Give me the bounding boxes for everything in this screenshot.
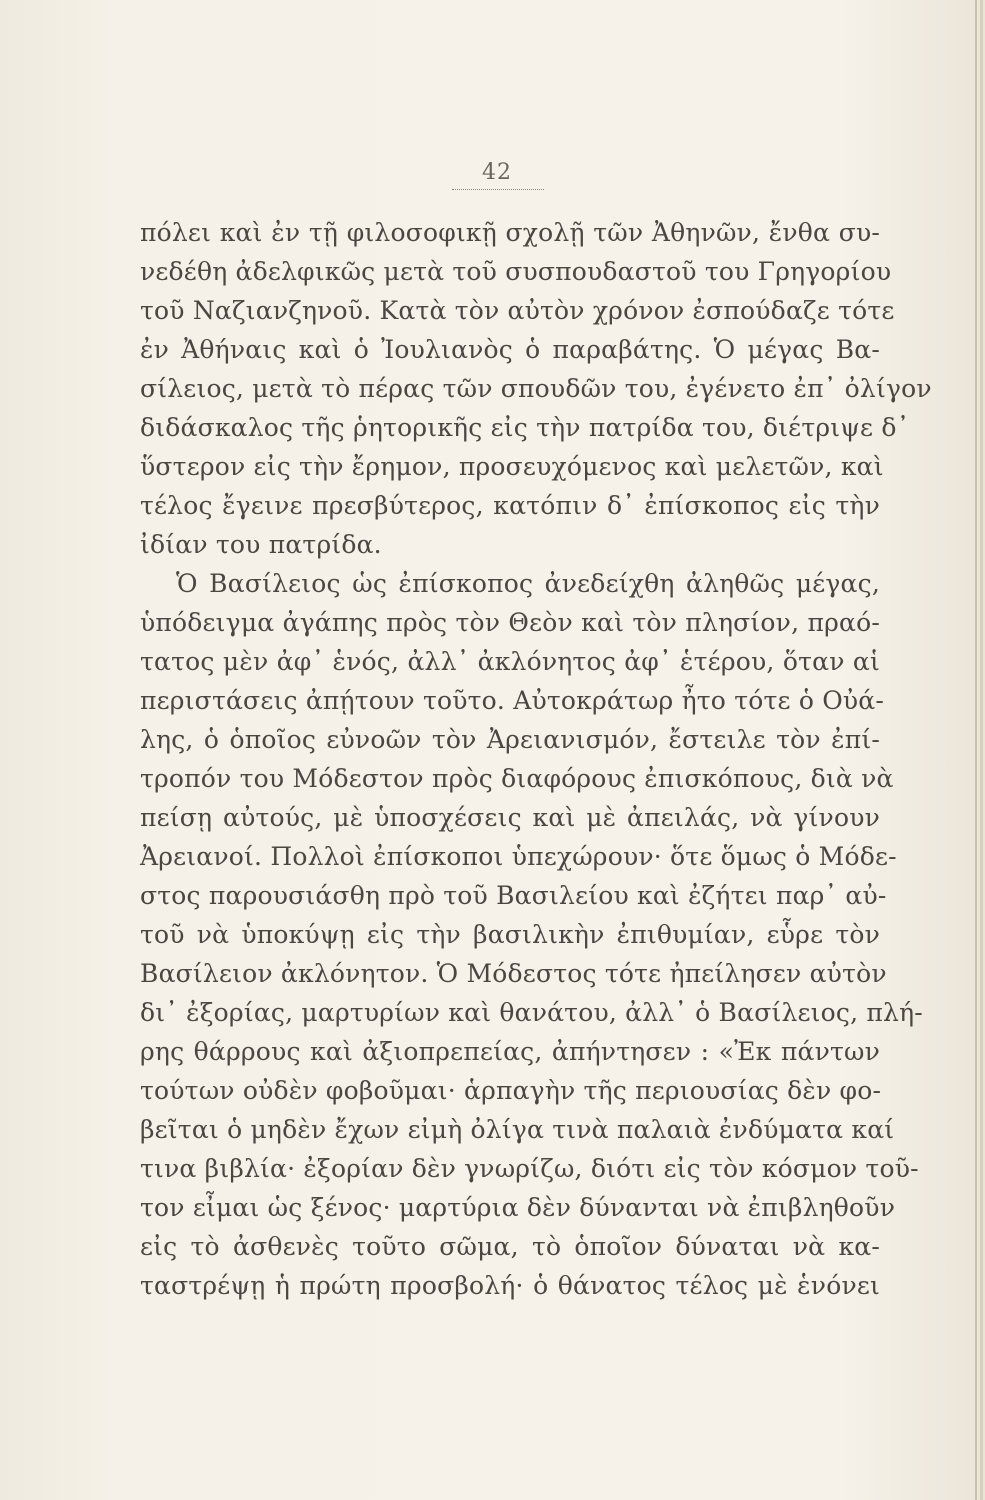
text-line: δι᾿ ἐξορίας, μαρτυρίων καὶ θανάτου, ἀλλ᾿ ὁ Βασίλειος, πλή- xyxy=(140,998,923,1027)
text-line: Βασίλειον ἀκλόνητον. Ὁ Μόδεστος τότε ἠπείλησεν αὐτὸν xyxy=(140,959,887,988)
body-text xyxy=(140,213,932,1305)
text-line: νεδέθη ἀδελφικῶς μετὰ τοῦ συσπουδαστοῦ του Γρηγορίου xyxy=(140,257,892,286)
text-line: περιστάσεις ἀπῄτουν τοῦτο. Αὐτοκράτωρ ἦτο τότε ὁ Οὐά- xyxy=(140,686,885,715)
text-line: τον εἶμαι ὡς ξένος· μαρτύρια δὲν δύνανται νὰ ἐπιβληθοῦν xyxy=(140,1193,896,1222)
text-line: διδάσκαλος τῆς ῥητορικῆς εἰς τὴν πατρίδα του, διέτριψε δ᾿ xyxy=(140,413,910,442)
page-number: 42 xyxy=(482,160,512,185)
text-line: τούτων οὐδὲν φοβοῦμαι· ἁρπαγὴν τῆς περιουσίας δὲν φο- xyxy=(140,1076,882,1105)
text-line: πείσῃ αὐτούς, μὲ ὑποσχέσεις καὶ μὲ ἀπειλάς, νὰ γίνουν xyxy=(140,803,880,832)
text-line: ἰδίαν του πατρίδα. xyxy=(140,530,382,559)
text-line: λης, ὁ ὁποῖος εὐνοῶν τὸν Ἀρειανισμόν, ἔστειλε τὸν ἐπί- xyxy=(140,725,880,754)
text-line: Ὁ Βασίλειος ὡς ἐπίσκοπος ἀνεδείχθη ἀληθῶς μέγας, xyxy=(176,569,880,598)
text-line: εἰς τὸ ἀσθενὲς τοῦτο σῶμα, τὸ ὁποῖον δύναται νὰ κα- xyxy=(140,1232,880,1261)
page-edge-shadow xyxy=(980,0,983,1500)
text-line: τινα βιβλία· ἐξορίαν δὲν γνωρίζω, διότι εἰς τὸν κόσμον τοῦ- xyxy=(140,1154,919,1183)
text-line: βεῖται ὁ μηδὲν ἔχων εἰμὴ ὀλίγα τινὰ παλαιὰ ἐνδύματα καί xyxy=(140,1115,895,1144)
text-line: τοῦ Ναζιανζηνοῦ. Κατὰ τὸν αὐτὸν χρόνον ἐσπούδαζε τότε xyxy=(140,296,895,325)
text-line: τατος μὲν ἀφ᾿ ἑνός, ἀλλ᾿ ἀκλόνητος ἀφ᾿ ἑτέρου, ὅταν αἱ xyxy=(140,647,880,676)
text-line: τοῦ νὰ ὑποκύψῃ εἰς τὴν βασιλικὴν ἐπιθυμίαν, εὗρε τὸν xyxy=(140,920,880,949)
text-line: ὕστερον εἰς τὴν ἔρημον, προσευχόμενος καὶ μελετῶν, καὶ xyxy=(140,452,884,481)
text-line: τροπόν του Μόδεστον πρὸς διαφόρους ἐπισκόπους, διὰ νὰ xyxy=(140,764,894,793)
text-line: πόλει καὶ ἐν τῇ φιλοσοφικῇ σχολῇ τῶν Ἀθηνῶν, ἔνθα συ- xyxy=(140,218,880,247)
text-line: Ἀρειανοί. Πολλοὶ ἐπίσκοποι ὑπεχώρουν· ὅτε ὅμως ὁ Μόδε- xyxy=(140,842,897,871)
text-line: ὑπόδειγμα ἀγάπης πρὸς τὸν Θεὸν καὶ τὸν πλησίον, πραό- xyxy=(140,608,880,637)
text-line: τέλος ἔγεινε πρεσβύτερος, κατόπιν δ᾿ ἐπίσκοπος εἰς τὴν xyxy=(140,491,880,520)
text-line: ρης θάρρους καὶ ἀξιοπρεπείας, ἀπήντησεν : «Ἐκ πάντων xyxy=(140,1037,880,1066)
text-line: ἐν Ἀθήναις καὶ ὁ Ἰουλιανὸς ὁ παραβάτης. Ὁ μέγας Βα- xyxy=(140,335,880,364)
text-line: στος παρουσιάσθη πρὸ τοῦ Βασιλείου καὶ ἐζήτει παρ᾿ αὐ- xyxy=(140,881,887,910)
page-edge-line xyxy=(975,0,977,1500)
header-rule xyxy=(452,189,544,190)
text-line: ταστρέψῃ ἡ πρώτη προσβολή· ὁ θάνατος τέλος μὲ ἑνόνει xyxy=(140,1271,880,1300)
text-line: σίλειος, μετὰ τὸ πέρας τῶν σπουδῶν του, ἐγένετο ἐπ᾿ ὀλίγον xyxy=(140,374,932,403)
